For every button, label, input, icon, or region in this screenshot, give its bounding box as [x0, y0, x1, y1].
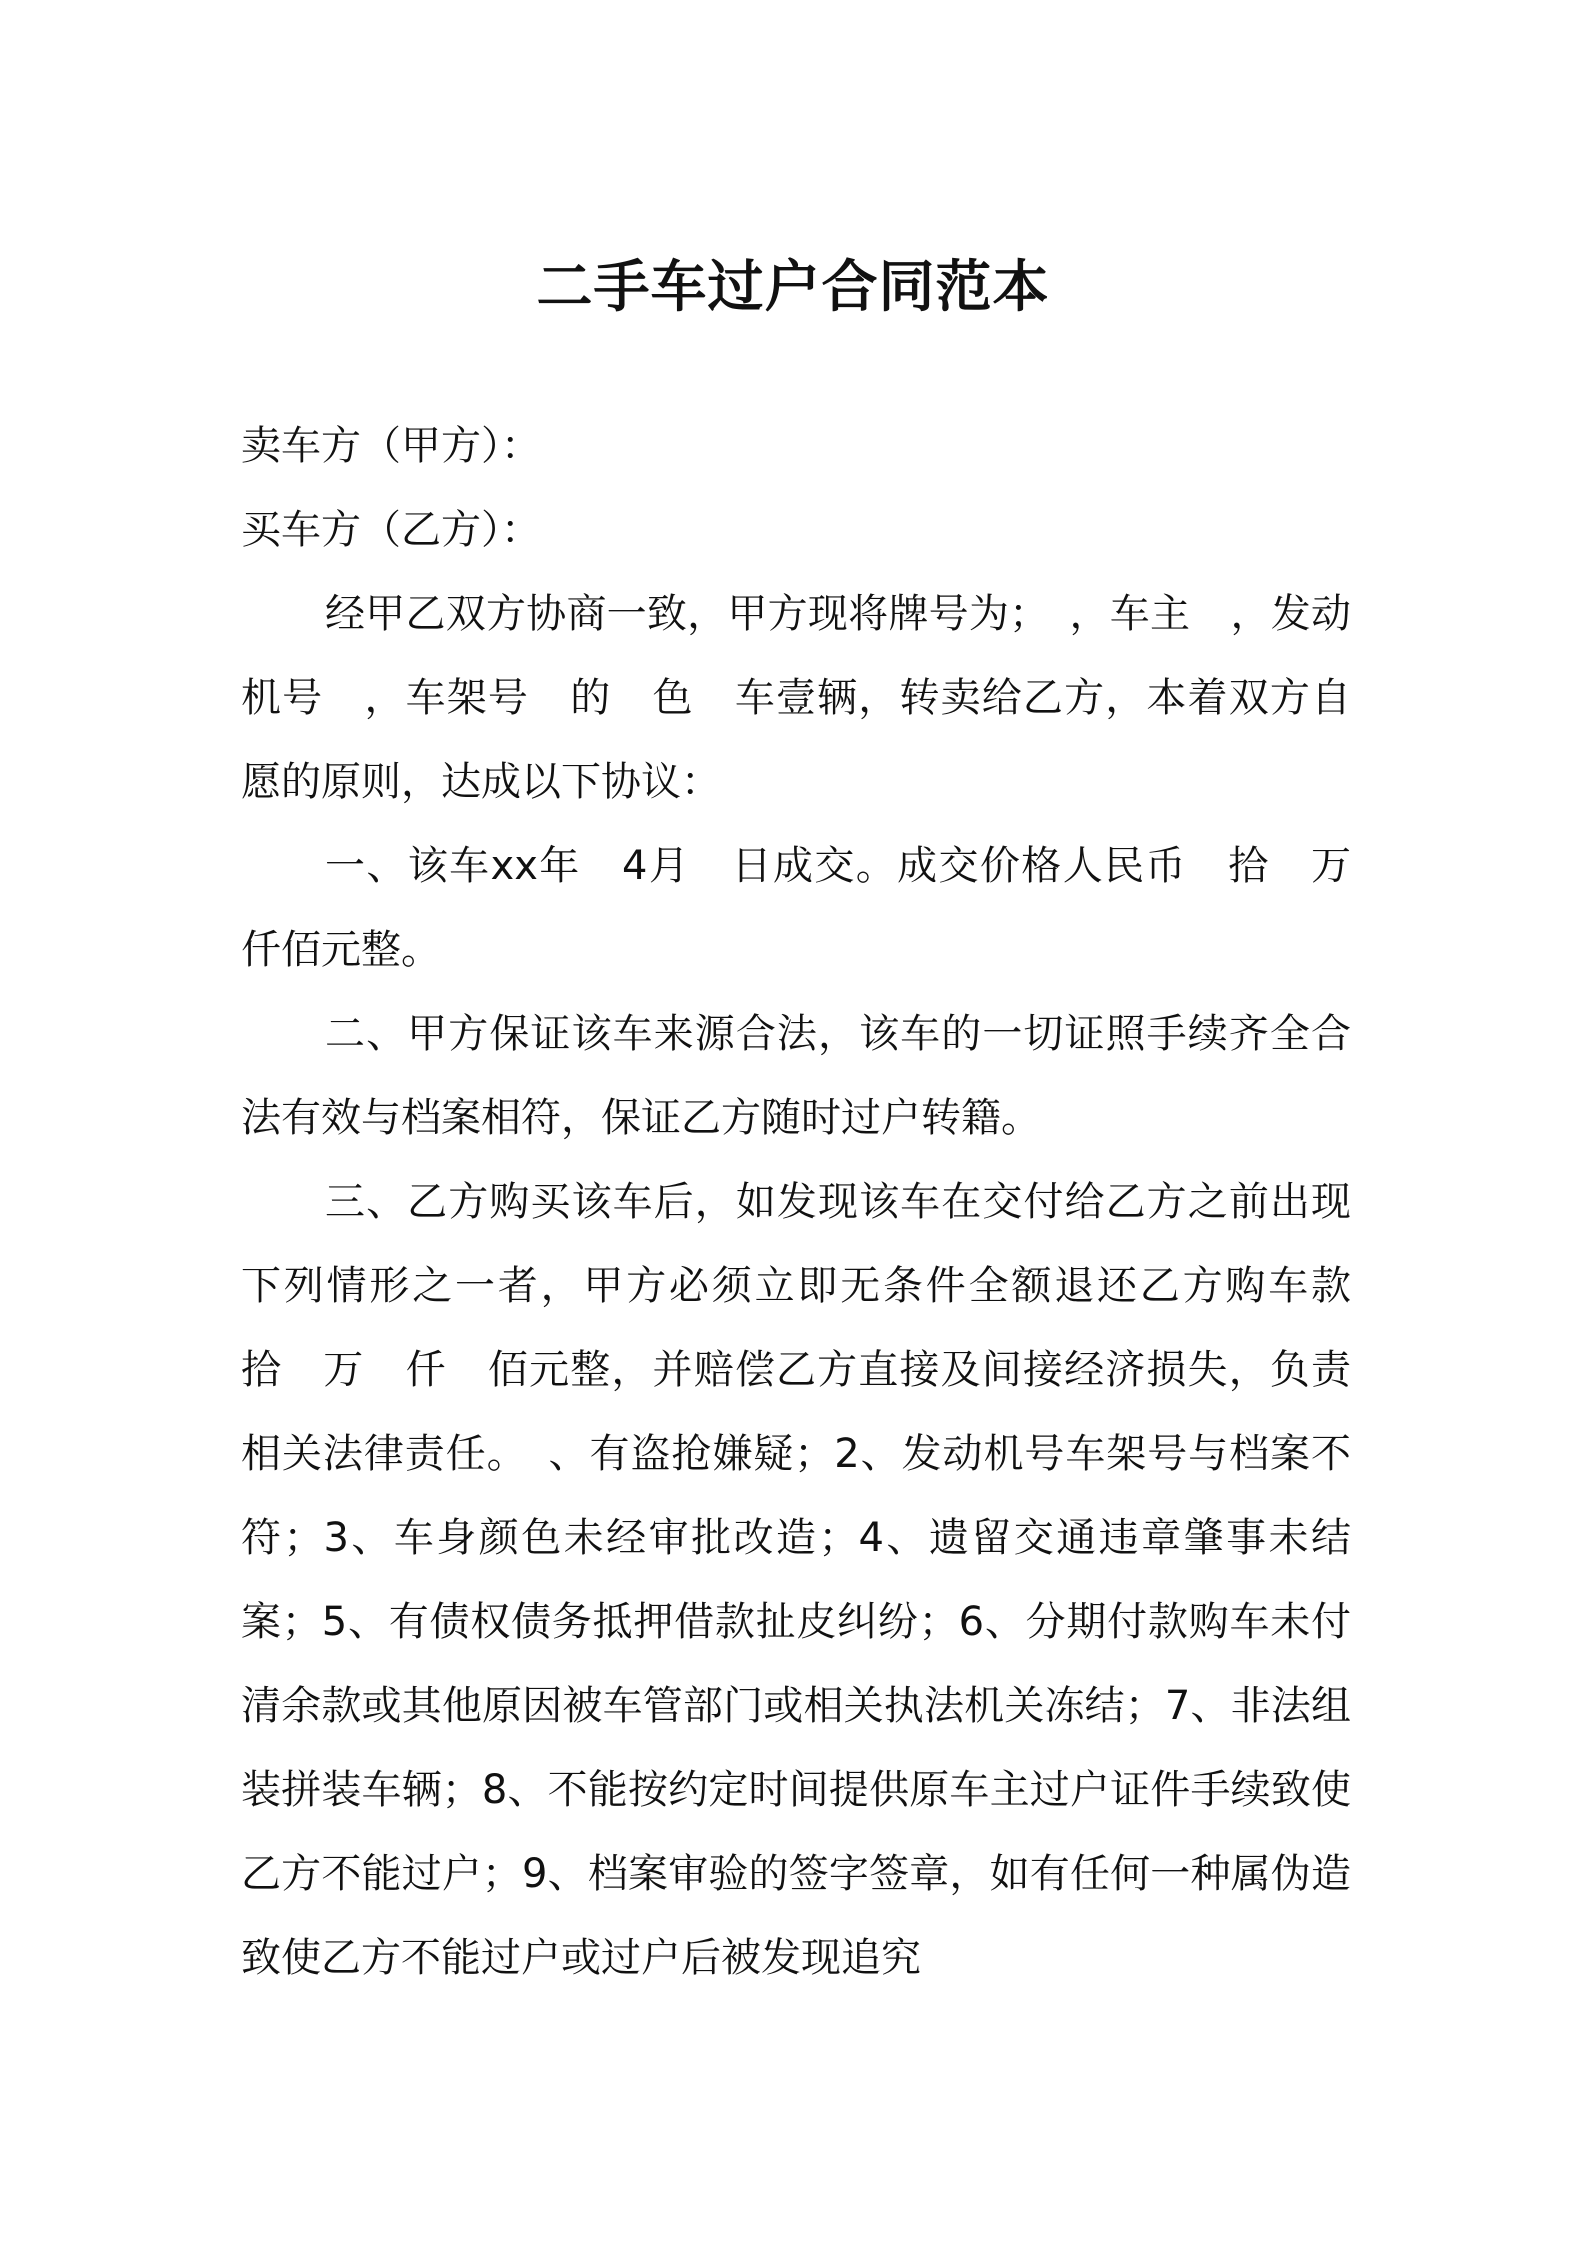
intro-paragraph: 经甲乙双方协商一致，甲方现将牌号为； ，车主 ，发动机号 ，车架号 的 色 车壹辆，转卖给乙方，本着双方自愿的原则，达成以下协议：	[241, 591, 1351, 805]
clause-1-paragraph: 一、该车xx年 4月 日成交。成交价格人民币 拾 万 仟佰元整。	[241, 843, 1391, 973]
document-title: 二手车过户合同范本	[536, 255, 1050, 320]
clause-2-paragraph: 二、甲方保证该车来源合法，该车的一切证照手续齐全合法有效与档案相符，保证乙方随时过户转籍。	[241, 1011, 1351, 1141]
document-body	[241, 404, 1391, 2000]
party-b-line: 买车方（乙方）：	[241, 507, 541, 553]
clause-3-paragraph: 三、乙方购买该车后，如发现该车在交付给乙方之前出现下列情形之一者，甲方必须立即无条件全额退还乙方购车款 拾 万 仟 佰元整，并赔偿乙方直接及间接经济损失，负责相关法律责任。 、有盗抢嫌疑；2、发动机号车架号与档案不符；3、车身颜色未经审批改造；4、遗留交通违章肇事未结案；5、有债权债务抵押借款扯皮纠纷；6、分期付款购车未付清余款或其他原因被车管部门或相关执法机关冻结；7、非法组装拼装车辆；8、不能按约定时间提供原车主过户证件手续致使乙方不能过户；9、档案审验的签字签章，如有任何一种属伪造致使乙方不能过户或过户后被发现追究	[241, 1179, 1391, 1981]
party-a-line: 卖车方（甲方）：	[241, 423, 541, 469]
